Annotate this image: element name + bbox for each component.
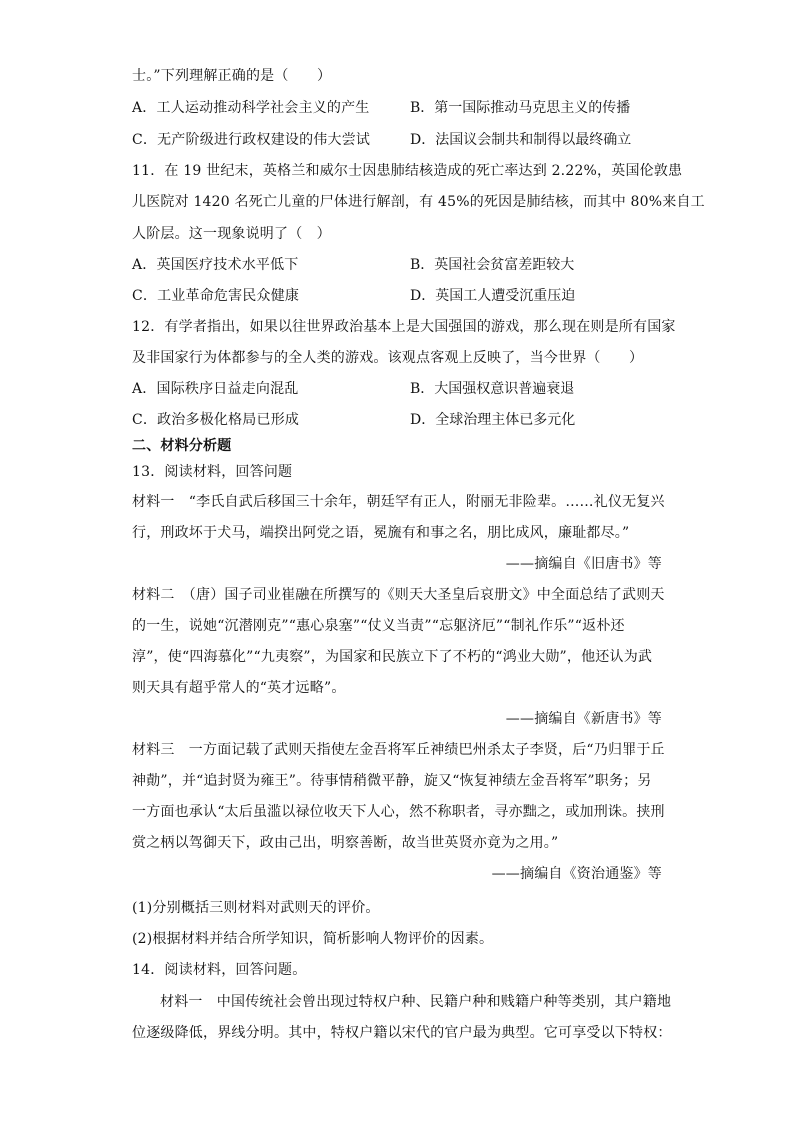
q12-option-a: A．国际秩序日益走向混乱 — [132, 381, 299, 397]
q10-option-b: B．第一国际推动马克思主义的传播 — [410, 100, 631, 116]
q13-material2-line-4: 则天具有超乎常人的“英才远略”。 — [132, 680, 346, 696]
q13-material3-line-2: 神勣”，并“追封贤为雍王”。待事情稍微平静，旋又“恢复神绩左金吾将军”职务；另 — [132, 773, 652, 789]
q13-intro: 13．阅读材料，回答问题 — [132, 464, 293, 480]
q11-option-a: A．英国医疗技术水平低下 — [132, 257, 299, 273]
q11-stem-line-2: 儿医院对 1420 名死亡儿童的尸体进行解剖，有 45%的死因是肺结核，而其中 80%来自工 — [132, 194, 705, 210]
q11-stem-line-3: 人阶层。这一现象说明了（ ） — [132, 226, 331, 242]
q13-material1-source: ——摘编自《旧唐书》等 — [505, 556, 662, 572]
q13-material2-line-2: 的一生，说她“沉潜刚克”“惠心泉塞”“仗义当责”“忘躯济厄”“制礼作乐”“返朴还 — [132, 618, 625, 634]
q14-intro: 14．阅读材料，回答问题。 — [132, 962, 307, 978]
q13-material2-line-1: 材料二 （唐）国子司业崔融在所撰写的《则天大圣皇后哀册文》中全面总结了武则天 — [132, 587, 665, 603]
q13-material1-line-2: 行，刑政坏于犬马，端揆出阿党之语，冕旒有和事之名，朋比成风，廉耻都尽。” — [132, 525, 630, 541]
q11-stem-line-1: 11．在 19 世纪末，英格兰和威尔士因患肺结核造成的死亡率达到 2.22%，英国伦敦患 — [132, 163, 683, 179]
q11-option-d: D．英国工人遭受沉重压迫 — [410, 288, 576, 304]
q13-material2-line-3: 淳”，使“四海慕化”“九夷察”，为国家和民族立下了不朽的“鸿业大勋”，他还认为武 — [132, 649, 653, 665]
q12-stem-line-1: 12．有学者指出，如果以往世界政治基本上是大国强国的游戏，那么现在则是所有国家 — [132, 319, 676, 335]
q12-option-d: D．全球治理主体已多元化 — [410, 412, 576, 428]
q14-material1-line-2: 位逐级降低，界线分明。其中，特权户籍以宋代的官户最为典型。它可享受以下特权： — [132, 1025, 672, 1041]
q13-material3-source: ——摘编自《资治通鉴》等 — [491, 866, 662, 882]
q13-subquestion-1: (1)分别概括三则材料对武则天的评价。 — [132, 900, 380, 916]
q14-material1-line-1: 材料一 中国传统社会曾出现过特权户种、民籍户种和贱籍户种等类别，其户籍地 — [160, 994, 672, 1010]
q11-option-c: C．工业革命危害民众健康 — [132, 288, 300, 304]
q10-option-a: A．工人运动推动科学社会主义的产生 — [132, 100, 370, 116]
q13-material1-line-1: 材料一 “李氏自武后移国三十余年，朝廷罕有正人，附丽无非险辈。……礼仪无复兴 — [132, 494, 665, 510]
q12-option-b: B．大国强权意识普遍衰退 — [410, 381, 575, 397]
q10-stem-tail: 士。”下列理解正确的是（ ） — [132, 68, 332, 84]
section-title-material-analysis: 二、材料分析题 — [132, 438, 232, 454]
q12-stem-line-2: 及非国家行为体都参与的全人类的游戏。该观点客观上反映了，当今世界（ ） — [132, 350, 644, 366]
q13-material2-source: ——摘编自《新唐书》等 — [505, 711, 662, 727]
q13-material3-line-4: 赏之柄以驾御天下，政由己出，明察善断，故当世英贤亦竟为之用。” — [132, 835, 559, 851]
q13-material3-line-1: 材料三 一方面记载了武则天指使左金吾将军丘神绩巴州杀太子李贤，后“乃归罪于丘 — [132, 742, 665, 758]
q13-subquestion-2: (2)根据材料并结合所学知识，简析影响人物评价的因素。 — [132, 931, 494, 947]
q12-option-c: C．政治多极化格局已形成 — [132, 412, 300, 428]
q13-material3-line-3: 一方面也承认“太后虽滥以禄位收天下人心，然不称职者，寻亦黜之，或加刑诛。挟刑 — [132, 804, 665, 820]
q10-option-d: D．法国议会制共和制得以最终确立 — [410, 132, 632, 148]
q10-option-c: C．无产阶级进行政权建设的伟大尝试 — [132, 132, 371, 148]
q11-option-b: B．英国社会贫富差距较大 — [410, 257, 575, 273]
